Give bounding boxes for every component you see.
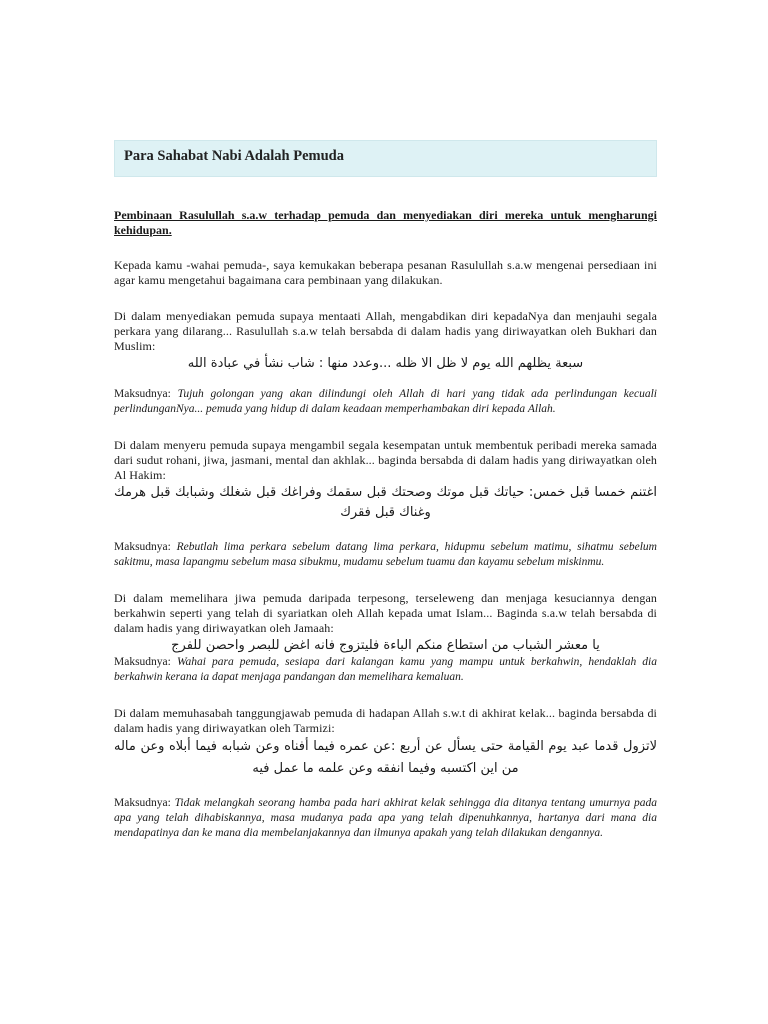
meaning-text-2: Rebutlah lima perkara sebelum datang lima perkara, hidupmu sebelum matimu, sihatmu sebelum sakitmu, masa lapangmu sebelum masa sibukmu, mudamu sebelum tuamu dan kayamu sebelum miskinmu.: [114, 541, 657, 568]
hadith-intro-2: Di dalam menyeru pemuda supaya mengambil segala kesempatan untuk membentuk peribadi mereka samada dari sudut rohani, jiwa, jasmani, mental dan akhlak... baginda bersabda di dalam hadis yang diriwayatkan oleh Al Hakim:: [114, 438, 657, 482]
meaning-label: Maksudnya:: [114, 797, 171, 809]
hadith-intro-3: Di dalam memelihara jiwa pemuda daripada terpesong, terseleweng dan menjaga kesuciannya dengan berkahwin seperti yang telah di syariatkan oleh Allah kepada umat Islam... Baginda s.a.w telah bersabda di dalam hadis yang diriwayatkan oleh Jamaah:: [114, 591, 657, 635]
title-banner: [114, 140, 657, 177]
meaning-1: [114, 387, 657, 417]
page-title: Para Sahabat Nabi Adalah Pemuda: [124, 148, 344, 164]
arabic-hadith-4: لاتزول قدما عبد يوم القيامة حتى يسأل عن أربع :عن عمره فيما أفناه وعن شبابه فيما أبلاه وعن ماله من اين اكتسبه وفيما انفقه وعن علمه ما عمل فيه: [114, 739, 657, 776]
arabic-hadith-3: يا معشر الشباب من استطاع منكم الباءة فليتزوج فانه اغض للبصر واحصن للفرج: [171, 638, 600, 653]
hadith-intro-1: Di dalam menyediakan pemuda supaya mentaati Allah, mengabdikan diri kepadaNya dan menjauhi segala perkara yang dilarang... Rasulullah s.a.w telah bersabda di dalam hadis yang diriwayatkan oleh Bukhari dan Muslim:: [114, 309, 657, 353]
arabic-hadith-2: اغتنم خمسا قبل خمس: حياتك قبل موتك وصحتك قبل سقمك وفراغك قبل شغلك وشبابك قبل هرمك وغناك قبل فقرك: [114, 485, 657, 520]
meaning-label: Maksudnya:: [114, 656, 171, 668]
document-page: [114, 140, 657, 841]
meaning-3: [114, 655, 657, 685]
meaning-label: Maksudnya:: [114, 541, 171, 553]
meaning-4: [114, 796, 657, 841]
meaning-text-1: Tujuh golongan yang akan dilindungi oleh Allah di hari yang tidak ada perlindungan kecuali perlindunganNya... pemuda yang hidup di dalam keadaan memperhambakan diri kepada Allah.: [114, 388, 657, 415]
meaning-text-3: Wahai para pemuda, sesiapa dari kalangan kamu yang mampu untuk berkahwin, hendaklah dia berkahwin kerana ia dapat menjaga pandangan dan memelihara kemaluan.: [114, 656, 657, 683]
intro-paragraph: Kepada kamu -wahai pemuda-, saya kemukakan beberapa pesanan Rasulullah s.a.w mengenai persediaan ini agar kamu mengetahui bagaimana cara pembinaan yang dilakukan.: [114, 258, 657, 287]
meaning-label: Maksudnya:: [114, 388, 171, 400]
meaning-text-4: Tidak melangkah seorang hamba pada hari akhirat kelak sehingga dia ditanya tentang umurnya pada apa yang telah dihabiskannya, masa mudanya pada apa yang telah dipenuhkannya, hartanya dari mana dia mendapatinya dan ke mana dia membelanjakannya dan ilmunya apakah yang telah dilakukan dengannya.: [114, 797, 658, 839]
hadith-intro-4: Di dalam memuhasabah tanggungjawab pemuda di hadapan Allah s.w.t di akhirat kelak... baginda bersabda di dalam hadis yang diriwayatkan oleh Tarmizi:: [114, 706, 657, 735]
meaning-2: [114, 540, 657, 570]
arabic-hadith-1: سبعة يظلهم الله يوم لا ظل الا ظله ...وعدد منها : شاب نشأ في عبادة الله: [187, 356, 584, 371]
section-heading: Pembinaan Rasulullah s.a.w terhadap pemuda dan menyediakan diri mereka untuk mengharungi kehidupan.: [114, 208, 657, 237]
